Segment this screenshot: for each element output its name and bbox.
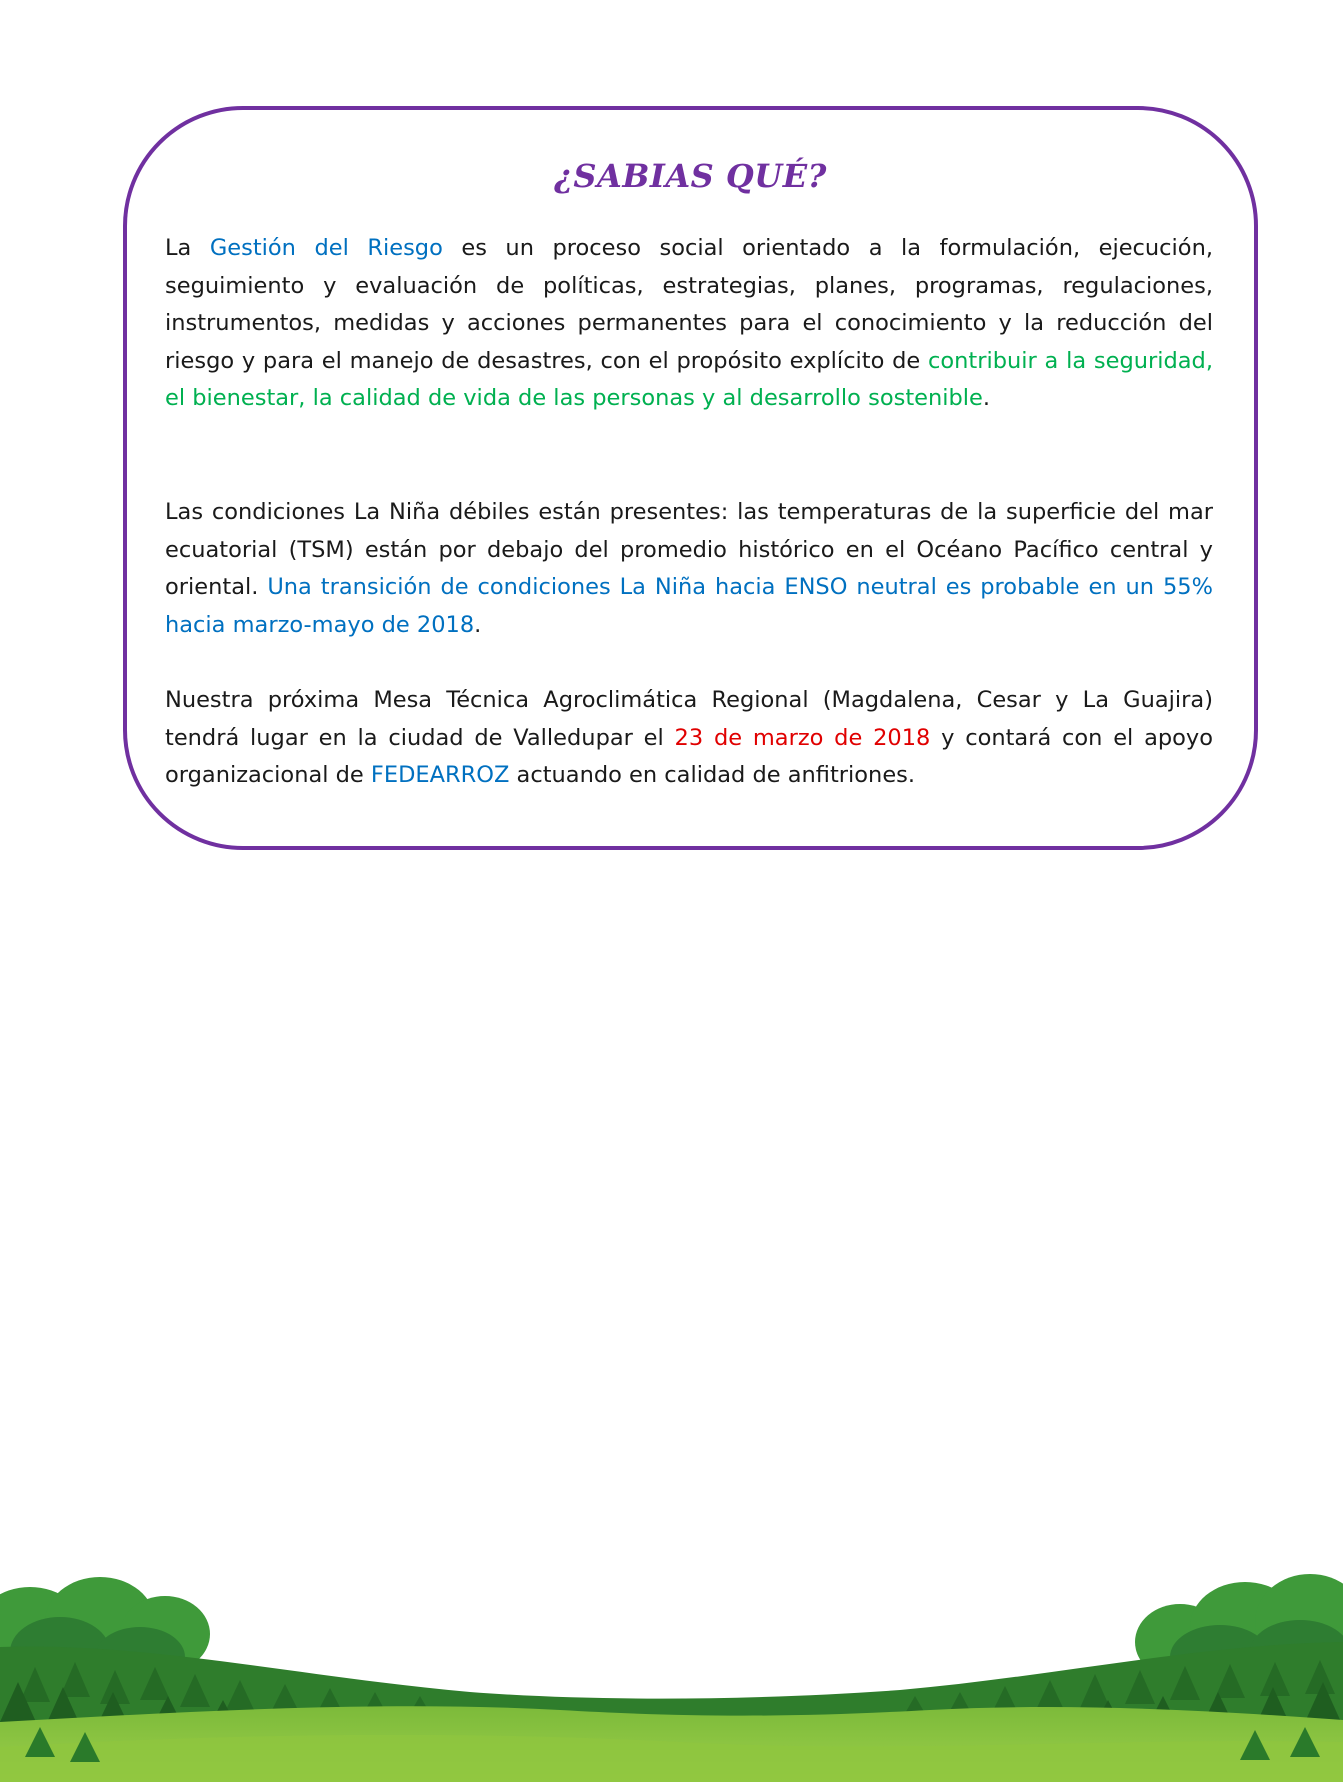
forest-landscape-illustration — [0, 1572, 1343, 1782]
p1-highlight-purpose: contribuir a la seguridad, el bienestar, la calidad de vida de las personas y al desarrollo sostenible — [165, 347, 1213, 411]
paragraph-next-meeting — [165, 682, 1213, 795]
box-title: ¿SABIAS QUÉ? — [554, 157, 827, 195]
p2-highlight-transition: Una transición de condiciones La Niña hacia ENSO neutral es probable en un 55% hacia marzo-mayo de 2018 — [165, 574, 1213, 638]
p2-text-1: Las condiciones La Niña débiles están presentes: las temperaturas de la superficie del mar ecuatorial (TSM) están por debajo del promedio histórico en el Océano Pacífico central y oriental. — [165, 499, 1213, 600]
p3-date: 23 de marzo de 2018 — [674, 724, 931, 751]
p1-text-1: La — [165, 235, 210, 261]
p3-text-1: Nuestra próxima Mesa Técnica Agroclimática Regional (Magdalena, Cesar y La Guajira) tendrá lugar en la ciudad de Valledupar el — [165, 687, 1213, 751]
info-box — [123, 106, 1258, 850]
p3-organization: FEDEARROZ — [370, 762, 510, 788]
p1-highlight-risk: Gestión del Riesgo — [209, 235, 443, 261]
p2-text-2: . — [474, 611, 482, 638]
p3-text-3: actuando en calidad de anfitriones. — [509, 762, 916, 788]
p1-text-2: es un proceso social orientado a la formulación, ejecución, seguimiento y evaluación de políticas, estrategias, planes, programas, regulaciones, instrumentos, medidas y acciones permanentes para el conocimiento y la reducción del riesgo y para el manejo de desastres, con el propósito explícito de — [165, 235, 1213, 374]
p1-text-3: . — [982, 385, 991, 411]
paragraph-la-nina — [165, 494, 1213, 644]
p3-text-2: y contará con el apoyo organizacional de — [165, 724, 1214, 788]
paragraph-risk-management — [165, 230, 1213, 418]
